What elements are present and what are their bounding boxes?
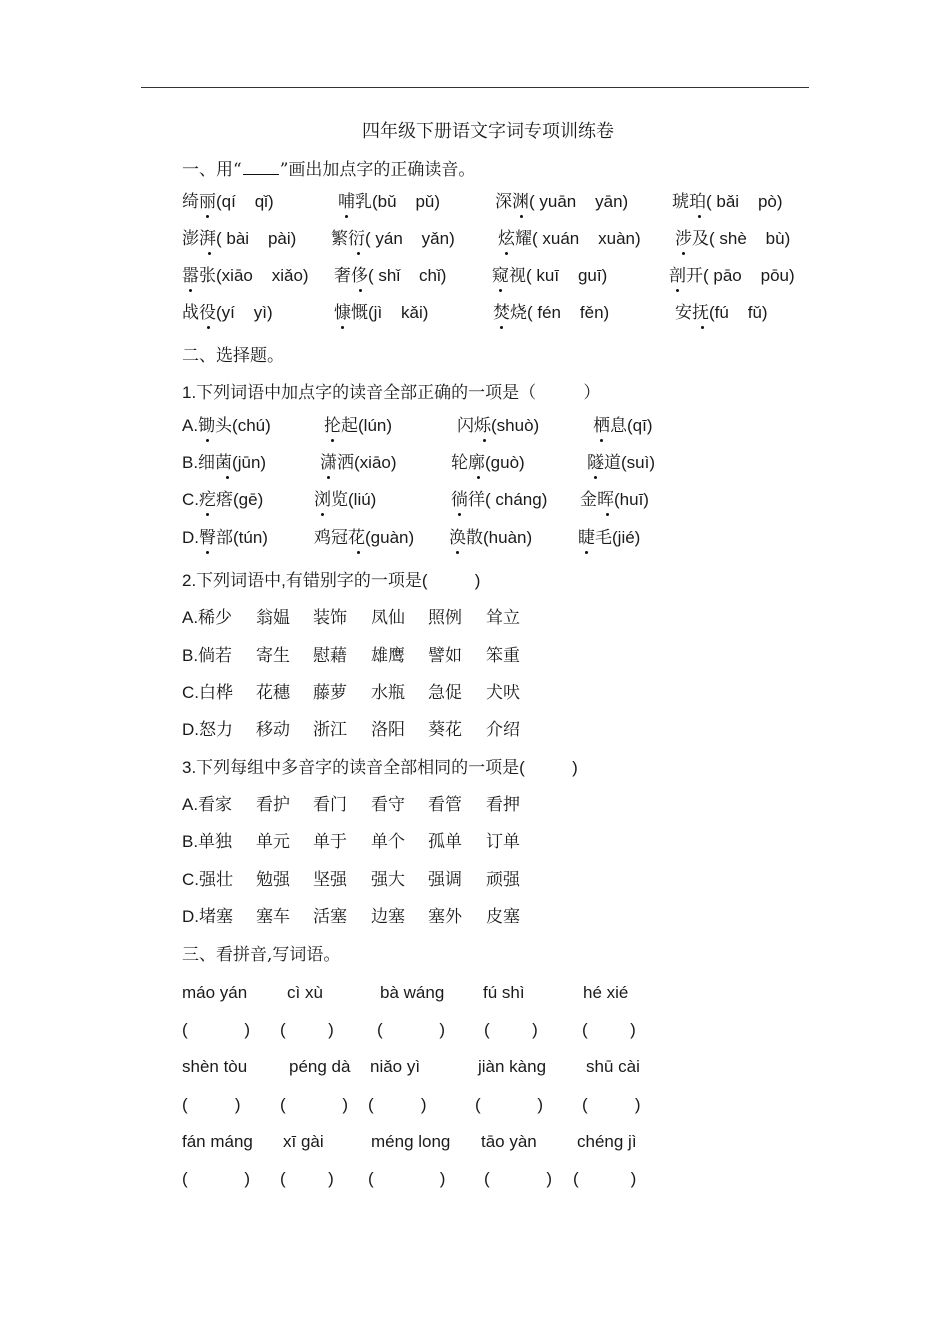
emphasis-dot <box>359 289 362 292</box>
answer-blank[interactable]: ( ) <box>475 1095 543 1114</box>
q3-b4: 单个 <box>371 832 405 851</box>
answer-blank[interactable]: ( ) <box>582 1020 636 1039</box>
q2-d1: D.怒力 <box>182 720 233 739</box>
q1-d3: 涣散(huàn) <box>449 528 533 547</box>
emphasis-dot <box>226 476 229 479</box>
q3-c5: 强调 <box>428 870 462 889</box>
q3-a3: 看门 <box>313 795 347 814</box>
section2-heading: 二、选择题。 <box>182 346 284 366</box>
answer-blank[interactable]: ( ) <box>484 1020 538 1039</box>
emphasis-dot <box>698 215 701 218</box>
emphasis-dot <box>585 551 588 554</box>
q3-c6: 顽强 <box>486 870 520 889</box>
emphasis-dot <box>189 289 192 292</box>
emphasis-dot <box>682 252 685 255</box>
emphasis-dot <box>327 476 330 479</box>
emphasis-dot <box>345 215 348 218</box>
s1-r4-c4: 安抚(fú fǔ) <box>675 303 768 322</box>
q1-b1: B.细菌(jūn) <box>182 453 267 472</box>
pinyin-2-4: jiàn kàng <box>478 1057 547 1076</box>
q2-b5: 譬如 <box>428 646 462 665</box>
q1-c1: C.疙瘩(gē) <box>182 490 264 509</box>
q2-b2: 寄生 <box>256 646 290 665</box>
q1-a2: 抡起(lún) <box>324 416 393 435</box>
answer-blank[interactable]: ( ) <box>573 1169 637 1188</box>
q3-d1: D.堵塞 <box>182 907 233 926</box>
q1-b2: 潇洒(xiāo) <box>320 453 397 472</box>
emphasis-dot <box>357 252 360 255</box>
pinyin-3-4: tāo yàn <box>481 1132 537 1151</box>
emphasis-dot <box>206 215 209 218</box>
q3-b2: 单元 <box>256 832 290 851</box>
q3-a2: 看护 <box>256 795 290 814</box>
q3-b1: B.单独 <box>182 832 233 851</box>
q1-a1: A.锄头(chú) <box>182 416 271 435</box>
pinyin-2-5: shū cài <box>586 1057 640 1076</box>
q3-a6: 看押 <box>486 795 520 814</box>
q2-a6: 耸立 <box>486 608 520 627</box>
header-rule <box>141 87 809 88</box>
pinyin-1-2: cì xù <box>287 983 323 1002</box>
q3-stem: 3.下列每组中多音字的读音全部相同的一项是( ) <box>182 758 578 777</box>
q2-b1: B.倘若 <box>182 646 233 665</box>
q3-c1: C.强壮 <box>182 870 233 889</box>
q3-b3: 单于 <box>313 832 347 851</box>
q3-a4: 看守 <box>371 795 405 814</box>
emphasis-dot <box>208 252 211 255</box>
q2-a5: 照例 <box>428 608 462 627</box>
q1-c2: 浏览(liú) <box>314 490 377 509</box>
s1-r2-c2: 繁衍( yán yǎn) <box>331 229 455 248</box>
emphasis-dot <box>594 476 597 479</box>
emphasis-dot <box>676 289 679 292</box>
s1-r4-c1: 战役(yí yì) <box>182 303 273 322</box>
q1-d2: 鸡冠花(guàn) <box>314 528 415 547</box>
emphasis-dot <box>499 289 502 292</box>
s1-r2-c1: 澎湃( bài pài) <box>182 229 297 248</box>
pinyin-2-3: niǎo yì <box>370 1057 421 1076</box>
q2-c1: C.白桦 <box>182 683 233 702</box>
s1-r4-c2: 慷慨(jì kǎi) <box>334 303 429 322</box>
q3-d6: 皮塞 <box>486 907 520 926</box>
s1-r3-c3: 窥视( kuī guī) <box>492 266 608 285</box>
pinyin-3-1: fán máng <box>182 1132 253 1151</box>
emphasis-dot <box>206 439 209 442</box>
pinyin-3-5: chéng jì <box>577 1132 637 1151</box>
q3-b5: 孤单 <box>428 832 462 851</box>
q1-c3: 徜徉( cháng) <box>451 490 548 509</box>
page-title: 四年级下册语文字词专项训练卷 <box>362 121 614 142</box>
emphasis-dot <box>331 439 334 442</box>
section1-heading-start: 一、用“ <box>182 160 242 180</box>
q1-c4: 金晖(huī) <box>580 490 649 509</box>
pinyin-1-5: hé xié <box>583 983 629 1002</box>
answer-blank[interactable]: ( ) <box>182 1020 250 1039</box>
answer-blank[interactable]: ( ) <box>368 1169 446 1188</box>
s1-r2-c3: 炫耀( xuán xuàn) <box>498 229 641 248</box>
q3-c2: 勉强 <box>256 870 290 889</box>
emphasis-dot <box>600 439 603 442</box>
q3-d4: 边塞 <box>371 907 405 926</box>
q2-d3: 浙江 <box>313 720 347 739</box>
q3-c3: 坚强 <box>313 870 347 889</box>
answer-blank[interactable]: ( ) <box>582 1095 641 1114</box>
pinyin-3-2: xī gài <box>283 1132 324 1151</box>
q1-a3: 闪烁(shuò) <box>457 416 540 435</box>
emphasis-dot <box>206 513 209 516</box>
pinyin-1-1: máo yán <box>182 983 248 1002</box>
emphasis-dot <box>606 513 609 516</box>
q2-b3: 慰藉 <box>313 646 347 665</box>
s1-r1-c2: 哺乳(bǔ pǔ) <box>338 192 441 211</box>
q2-a3: 装饰 <box>313 608 347 627</box>
s1-r4-c3: 焚烧( fén fěn) <box>493 303 610 322</box>
q1-b3: 轮廓(guò) <box>451 453 525 472</box>
emphasis-dot <box>321 513 324 516</box>
q2-b6: 笨重 <box>486 646 520 665</box>
emphasis-dot <box>500 326 503 329</box>
emphasis-dot <box>477 476 480 479</box>
s1-r3-c4: 剖开( pāo pōu) <box>669 266 795 285</box>
q1-d1: D.臀部(tún) <box>182 528 268 547</box>
q3-d2: 塞车 <box>256 907 290 926</box>
q3-a5: 看管 <box>428 795 462 814</box>
emphasis-dot <box>458 513 461 516</box>
q2-c3: 藤萝 <box>313 683 347 702</box>
section3-heading: 三、看拼音,写词语。 <box>182 945 341 965</box>
emphasis-dot <box>505 252 508 255</box>
q3-d5: 塞外 <box>428 907 462 926</box>
answer-blank[interactable]: ( ) <box>182 1095 241 1114</box>
s1-r3-c2: 奢侈( shǐ chǐ) <box>334 266 447 285</box>
q1-d4: 睫毛(jié) <box>578 528 641 547</box>
q1-stem: 1.下列词语中加点字的读音全部正确的一项是（ ） <box>182 383 601 402</box>
pinyin-1-3: bà wáng <box>380 983 445 1002</box>
s1-r3-c1: 嚣张(xiāo xiǎo) <box>182 266 309 285</box>
answer-blank[interactable]: ( ) <box>280 1095 348 1114</box>
q3-c4: 强大 <box>371 870 405 889</box>
pinyin-2-2: péng dà <box>289 1057 351 1076</box>
answer-blank[interactable]: ( ) <box>484 1169 552 1188</box>
pinyin-3-3: méng long <box>371 1132 451 1151</box>
q3-b6: 订单 <box>486 832 520 851</box>
answer-blank[interactable]: ( ) <box>182 1169 250 1188</box>
s1-r2-c4: 涉及( shè bù) <box>675 229 791 248</box>
q3-a1: A.看家 <box>182 795 233 814</box>
s1-r1-c3: 深渊( yuān yān) <box>495 192 629 211</box>
q2-d6: 介绍 <box>486 720 520 739</box>
pinyin-2-1: shèn tòu <box>182 1057 248 1076</box>
emphasis-dot <box>206 551 209 554</box>
q2-d4: 洛阳 <box>371 720 405 739</box>
q2-c4: 水瓶 <box>371 683 405 702</box>
section1-heading-end: ”画出加点字的正确读音。 <box>279 160 476 180</box>
q2-c5: 急促 <box>428 683 462 702</box>
q2-a2: 翁媪 <box>256 608 290 627</box>
q2-b4: 雄鹰 <box>371 646 405 665</box>
q2-d5: 葵花 <box>428 720 462 739</box>
s1-r1-c1: 绮丽(qí qǐ) <box>182 192 274 211</box>
q2-a4: 凤仙 <box>371 608 405 627</box>
q2-c2: 花穗 <box>256 683 290 702</box>
q2-c6: 犬吠 <box>486 683 520 702</box>
emphasis-dot <box>207 326 210 329</box>
q2-stem: 2.下列词语中,有错别字的一项是( ) <box>182 571 481 590</box>
emphasis-dot <box>341 326 344 329</box>
section1-heading <box>182 159 475 181</box>
emphasis-dot <box>701 326 704 329</box>
emphasis-dot <box>357 551 360 554</box>
q1-a4: 栖息(qī) <box>593 416 653 435</box>
answer-blank[interactable]: ( ) <box>280 1020 334 1039</box>
q2-a1: A.稀少 <box>182 608 233 627</box>
q1-b4: 隧道(suì) <box>587 453 655 472</box>
underline-sample <box>243 160 279 175</box>
emphasis-dot <box>520 215 523 218</box>
emphasis-dot <box>483 439 486 442</box>
q3-d3: 活塞 <box>313 907 347 926</box>
answer-blank[interactable]: ( ) <box>377 1020 445 1039</box>
emphasis-dot <box>456 551 459 554</box>
answer-blank[interactable]: ( ) <box>280 1169 334 1188</box>
s1-r1-c4: 琥珀( bǎi pò) <box>672 192 783 211</box>
q2-d2: 移动 <box>256 720 290 739</box>
pinyin-1-4: fú shì <box>483 983 525 1002</box>
answer-blank[interactable]: ( ) <box>368 1095 427 1114</box>
